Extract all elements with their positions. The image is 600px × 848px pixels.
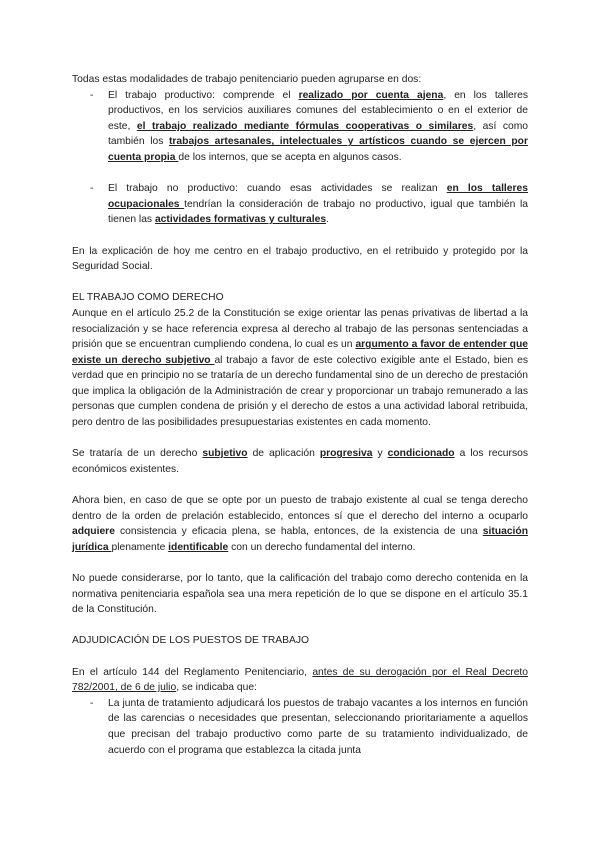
text-span: El trabajo no productivo: cuando esas actividades se realizan <box>108 183 447 195</box>
underlined-bold-span: situación jurídica <box>72 526 528 553</box>
explanation-paragraph: En la explicación de hoy me centro en el trabajo productivo, en el retribuido y protegido por la Seguridad Social. <box>72 245 528 273</box>
document-page <box>72 72 528 758</box>
text-span: y <box>372 448 388 460</box>
text-span: consistencia y eficacia plena, se habla, entonces, de la existencia de una <box>114 526 483 538</box>
text-span: En el artículo 144 del Reglamento Penitenciario, <box>72 666 313 678</box>
junta-list <box>72 696 528 758</box>
intro-paragraph: Todas estas modalidades de trabajo penitenciario pueden agruparse en dos: <box>72 74 422 85</box>
underlined-bold-span: realizado por cuenta ajena <box>298 89 444 101</box>
modalities-list <box>72 88 528 228</box>
list-item-junta <box>72 696 528 758</box>
text-span: con un derecho fundamental del interno. <box>228 541 416 553</box>
underlined-bold-span: identificable <box>168 541 229 553</box>
text-span: Se trataría de un derecho <box>72 448 203 460</box>
underlined-span: antes de su derogación por el Real Decreto 782/2001, de 6 de julio <box>72 666 529 694</box>
underlined-bold-span: argumento a favor de entender que existe un derecho subjetivo <box>72 339 528 366</box>
list-item-nonproductive <box>72 181 528 228</box>
text-span: , en los talleres productivos, en los servicios auxiliares comunes del establecimiento o en el exterior de este, <box>108 89 529 132</box>
nopuede-paragraph: No puede considerarse, por lo tanto, que la calificación del trabajo como derecho contenida en la normativa penitenciaria española sea una mera repetición de lo que se dispone en el artículo 35.1 de la Constitución. <box>72 573 528 616</box>
ahora-paragraph <box>72 493 528 555</box>
text-span: Aunque en el artículo 25.2 de la Constitución se exige orientar las penas privativas de libertad a la resocialización y se hace referencia expresa al derecho al trabajo de las personas sentenciadas a prisión que se encuentran cumpliendo condena, lo cual es un <box>72 307 528 351</box>
text-span: de los internos, que se acepta en algunos casos. <box>178 151 402 163</box>
text-span: Ahora bien, en caso de que se opte por un puesto de trabajo existente al cual se tenga derecho dentro de la orden de prelación establecido, entonces sí que el derecho del interno a ocuparlo <box>72 495 528 522</box>
list-item-productive <box>72 88 528 166</box>
underlined-bold-span: subjetivo <box>202 448 248 460</box>
bullet-dash: - <box>90 697 94 709</box>
text-span: , se indicaba que: <box>176 682 257 694</box>
bullet-dash: - <box>90 183 94 195</box>
underlined-bold-span: en los talleres ocupacionales <box>108 183 528 210</box>
text-span: , así como también los <box>108 120 528 148</box>
underlined-bold-span: trabajos artesanales, intelectuales y artísticos cuando se ejercen por cuenta propia <box>108 136 528 163</box>
bullet-dash: - <box>90 89 94 101</box>
text-span: al trabajo a favor de este colectivo exigible ante el Estado, bien es verdad que en principio no se trataría de un derecho fundamental sino de un derecho de prestación que implica la obligación de la Administración de crear y proporcionar un trabajo remunerado a las personas que cumplen condena de prisión y el derecho de estos a una actividad laboral retribuida, pero dentro de las posibilidades presupuestarias existentes en cada momento. <box>72 354 528 429</box>
derecho-paragraph <box>72 306 528 431</box>
text-span: de aplicación <box>247 448 320 460</box>
text-span: La junta de tratamiento adjudicará los puestos de trabajo vacantes a los internos en función de las carencias o necesidades que presentan, seleccionando prioritariamente a aquellos que precisan del trabajo productivo como parte de su tratamiento individualizado, de acuerdo con el programa que establezca la citada junta <box>108 697 528 756</box>
text-span: . <box>326 214 329 226</box>
section-heading-derecho: EL TRABAJO COMO DERECHO <box>72 292 224 304</box>
text-span: plenamente <box>111 541 169 553</box>
subjetivo-paragraph <box>72 446 528 477</box>
list-spacer <box>72 166 528 182</box>
underlined-bold-span: actividades formativas y culturales <box>154 214 327 226</box>
text-span: a los recursos económicos existentes. <box>72 448 528 475</box>
underlined-bold-span: progresiva <box>319 448 373 460</box>
text-span: tendrían la consideración de trabajo no productivo, igual que también la tienen las <box>108 198 528 226</box>
articulo-paragraph <box>72 665 528 696</box>
bold-span: adquiere <box>72 526 115 538</box>
text-span: El trabajo productivo: comprende el <box>108 89 299 101</box>
underlined-bold-span: condicionado <box>387 448 455 460</box>
section-heading-adjudicacion: ADJUDICACIÓN DE LOS PUESTOS DE TRABAJO <box>72 635 310 647</box>
underlined-bold-span: el trabajo realizado mediante fórmulas cooperativas o similares <box>136 120 474 132</box>
